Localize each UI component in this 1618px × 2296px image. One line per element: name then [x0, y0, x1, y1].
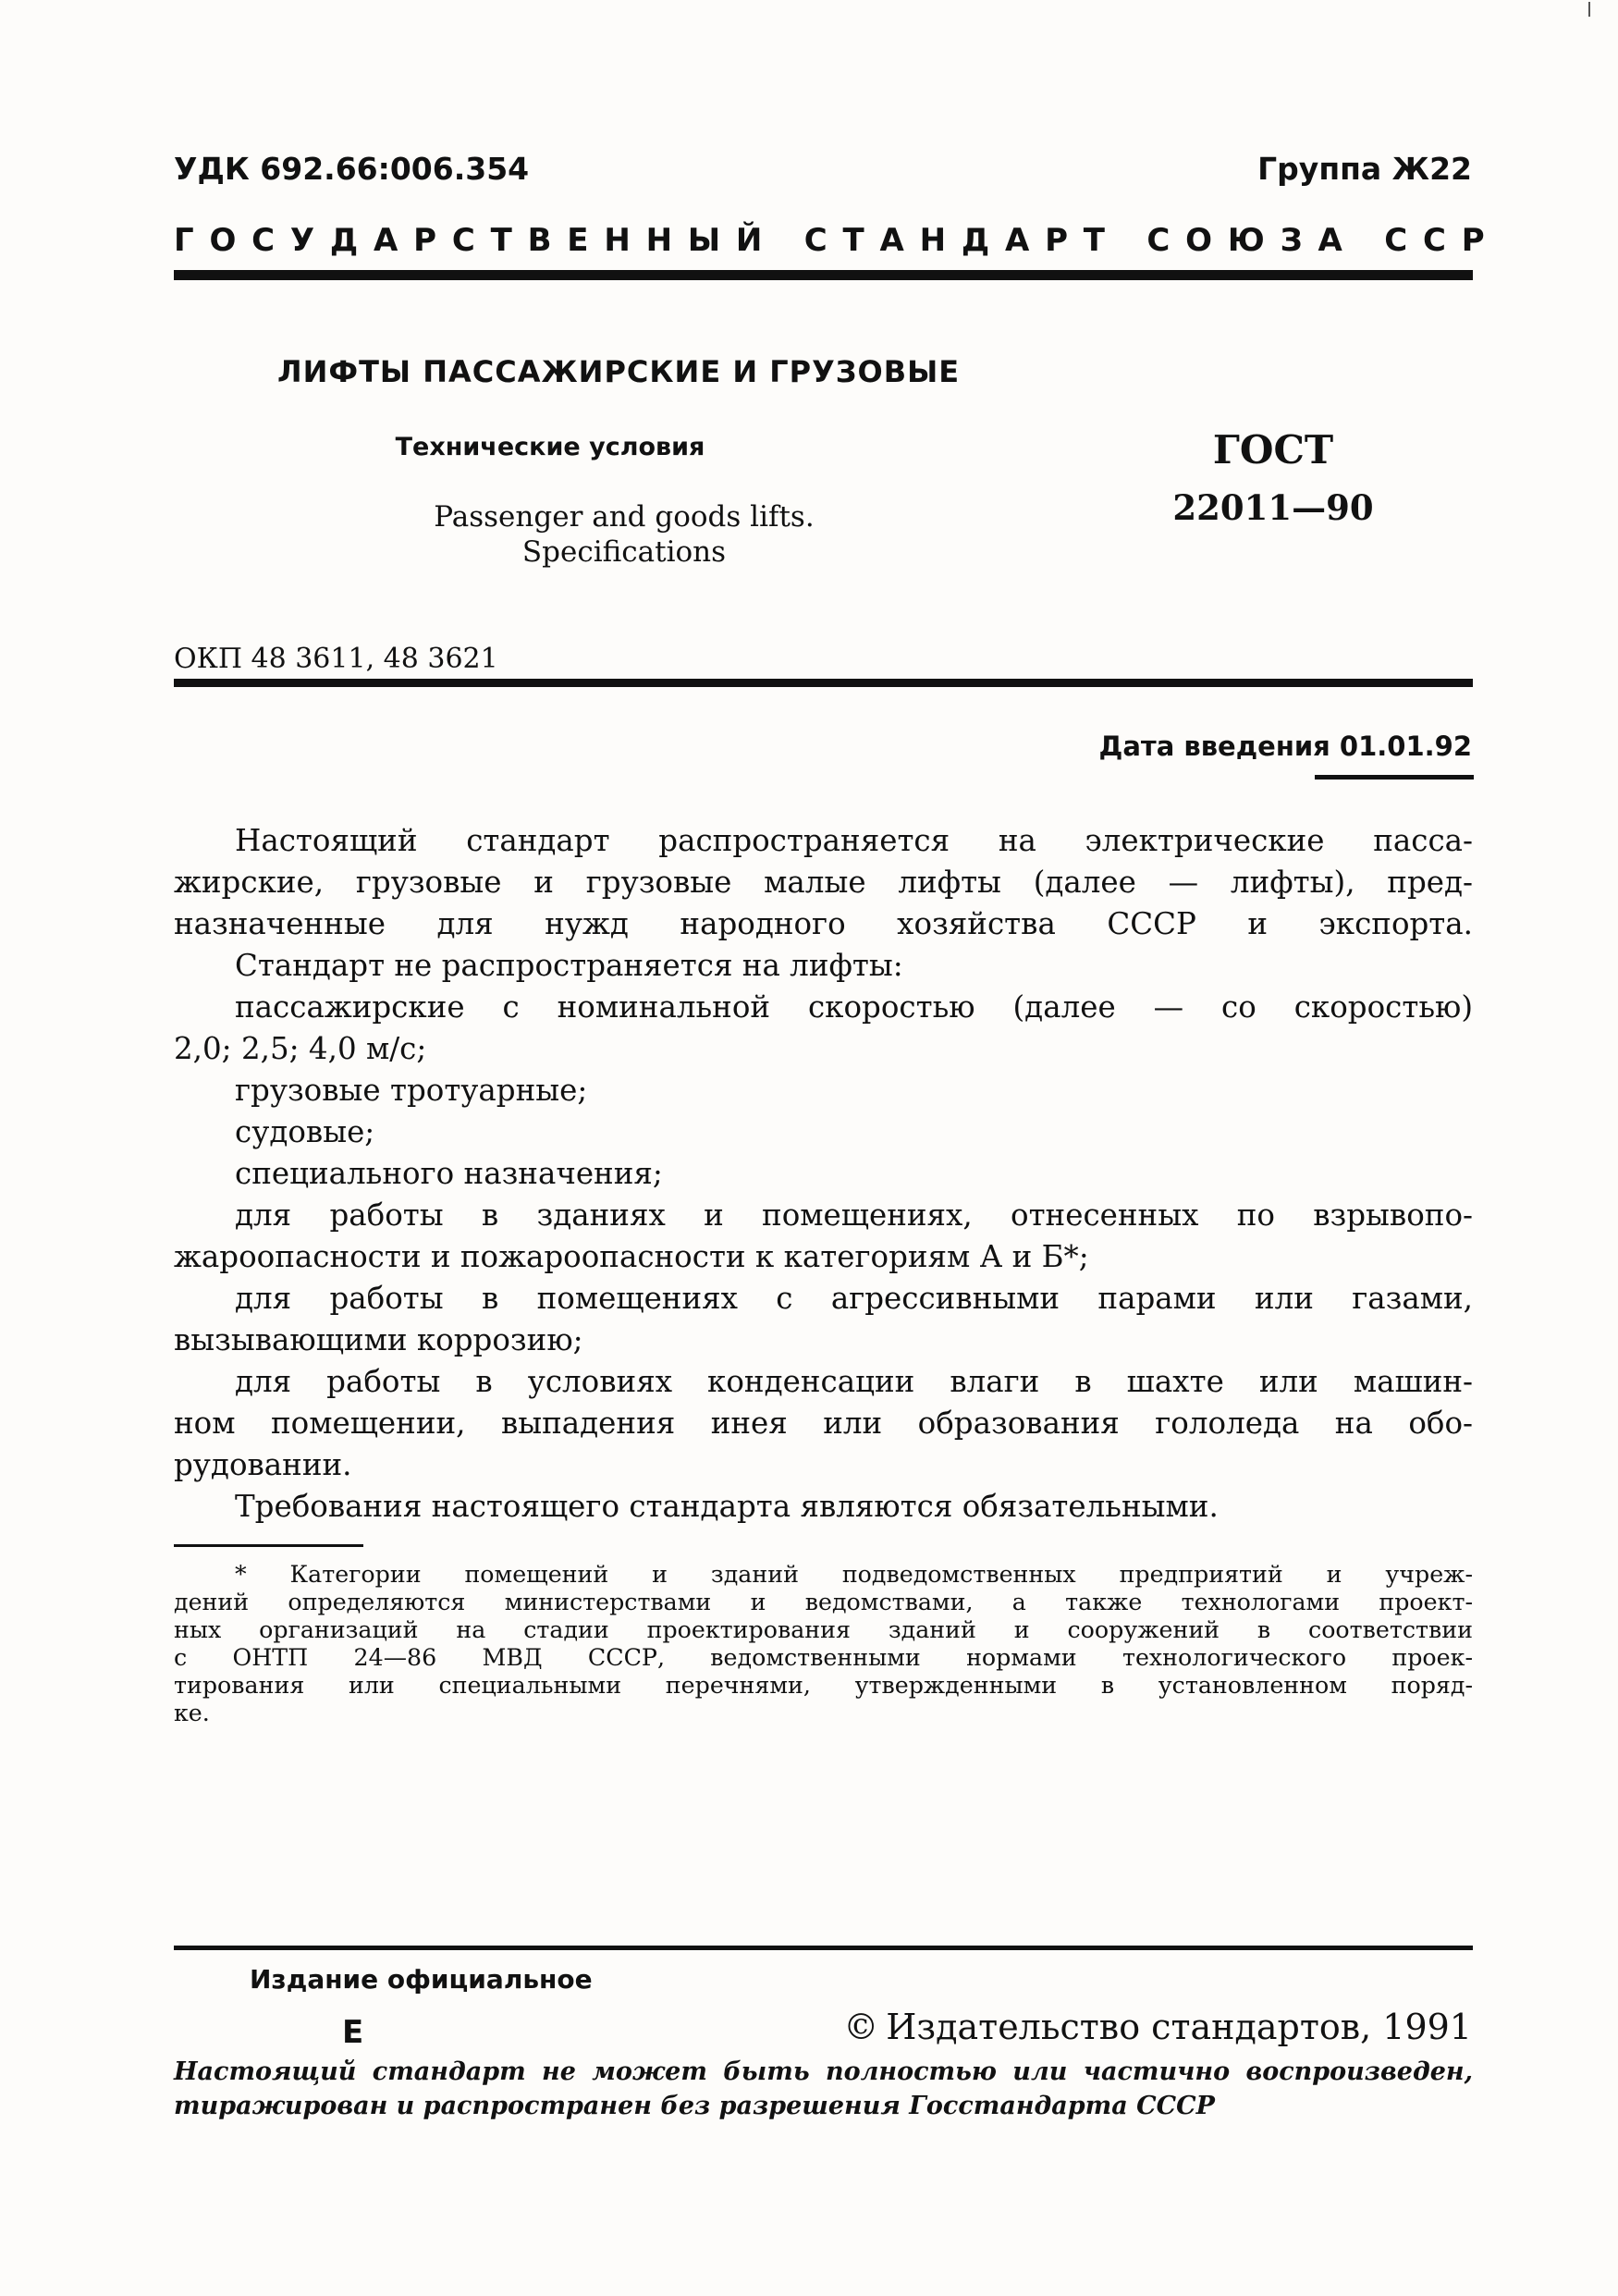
udc-code: УДК 692.66:006.354: [174, 151, 530, 187]
footnote-rule: [174, 1544, 363, 1547]
footnote-line: * Категории помещений и зданий подведомственных предприятий и учреж-: [235, 1561, 1473, 1588]
body-line: Настоящий стандарт распространяется на электрические пасса-: [235, 823, 1473, 858]
copyright-icon: ©: [843, 2007, 879, 2047]
okp-codes: ОКП 48 3611, 48 3621: [174, 643, 498, 675]
body-line: для работы в условиях конденсации влаги в шахте или машин-: [235, 1364, 1473, 1399]
body-line: грузовые тротуарные;: [235, 1073, 588, 1108]
introduction-date: Дата введения 01.01.92: [1098, 731, 1472, 762]
footnote: [174, 1561, 1473, 1727]
header-rule: [174, 270, 1473, 280]
scan-edge-mark: [1588, 2, 1590, 17]
body-line: Стандарт не распространяется на лифты:: [235, 948, 903, 983]
group-code: Группа Ж22: [1257, 151, 1472, 187]
footnote-line: дений определяются министерствами и ведомствами, а также технологами проект-: [174, 1589, 1473, 1615]
notice-line: Настоящий стандарт не может быть полностью или частично воспроизведен,: [174, 2057, 1473, 2086]
section-rule: [174, 679, 1473, 687]
footnote-line: ных организаций на стадии проектирования зданий и сооружений в соответствии: [174, 1616, 1473, 1643]
body-line: рудовании.: [174, 1447, 352, 1482]
notice-line: тиражирован и распространен без разрешения Госстандарта СССР: [174, 2092, 1215, 2120]
english-title: [351, 499, 897, 570]
body-line: жирские, грузовые и грузовые малые лифты (далее — лифты), пред-: [174, 865, 1473, 900]
body-line: судовые;: [235, 1114, 375, 1149]
date-underline: [1315, 775, 1474, 780]
gost-number: 22011—90: [1172, 487, 1374, 528]
body-line: ном помещении, выпадения инея или образования гололеда на обо-: [174, 1406, 1473, 1441]
state-standard-heading: ГОСУДАРСТВЕННЫЙ СТАНДАРТ СОЮЗА ССР: [174, 222, 1501, 259]
body-line: для работы в зданиях и помещениях, отнесенных по взрывопо-: [235, 1197, 1473, 1233]
document-subtitle: Технические условия: [395, 433, 705, 461]
body-line: 2,0; 2,5; 4,0 м/с;: [174, 1031, 427, 1066]
publisher-name: Издательство стандартов, 1991: [886, 2007, 1472, 2047]
body-line: назначенные для нужд народного хозяйства СССР и экспорта.: [174, 906, 1473, 941]
edition-letter: Е: [342, 2014, 364, 2051]
reproduction-notice: [174, 2055, 1473, 2123]
copyright: [843, 2007, 1472, 2047]
english-title-line: Specifications: [521, 535, 727, 569]
footnote-line: с ОНТП 24—86 МВД СССР, ведомственными нормами технологического проек-: [174, 1644, 1473, 1671]
document-title: ЛИФТЫ ПАССАЖИРСКИЕ И ГРУЗОВЫЕ: [277, 354, 961, 389]
footnote-line: тирования или специальными перечнями, утвержденными в установленном поряд-: [174, 1672, 1473, 1699]
english-title-line: Passenger and goods lifts.: [434, 500, 815, 534]
footnote-line: ке.: [174, 1700, 210, 1726]
body-line: для работы в помещениях с агрессивными парами или газами,: [235, 1281, 1473, 1316]
gost-label: ГОСТ: [1212, 427, 1334, 473]
body-line: специального назначения;: [235, 1156, 663, 1191]
body-line: жароопасности и пожароопасности к категориям А и Б*;: [174, 1239, 1089, 1274]
body-line: Требования настоящего стандарта являются обязательными.: [235, 1489, 1219, 1524]
body-text: [174, 820, 1473, 1528]
body-line: вызывающими коррозию;: [174, 1322, 583, 1357]
official-edition-label: Издание официальное: [250, 1964, 593, 1995]
body-line: пассажирские с номинальной скоростью (далее — со скоростью): [235, 989, 1473, 1025]
footer-rule: [174, 1946, 1473, 1950]
